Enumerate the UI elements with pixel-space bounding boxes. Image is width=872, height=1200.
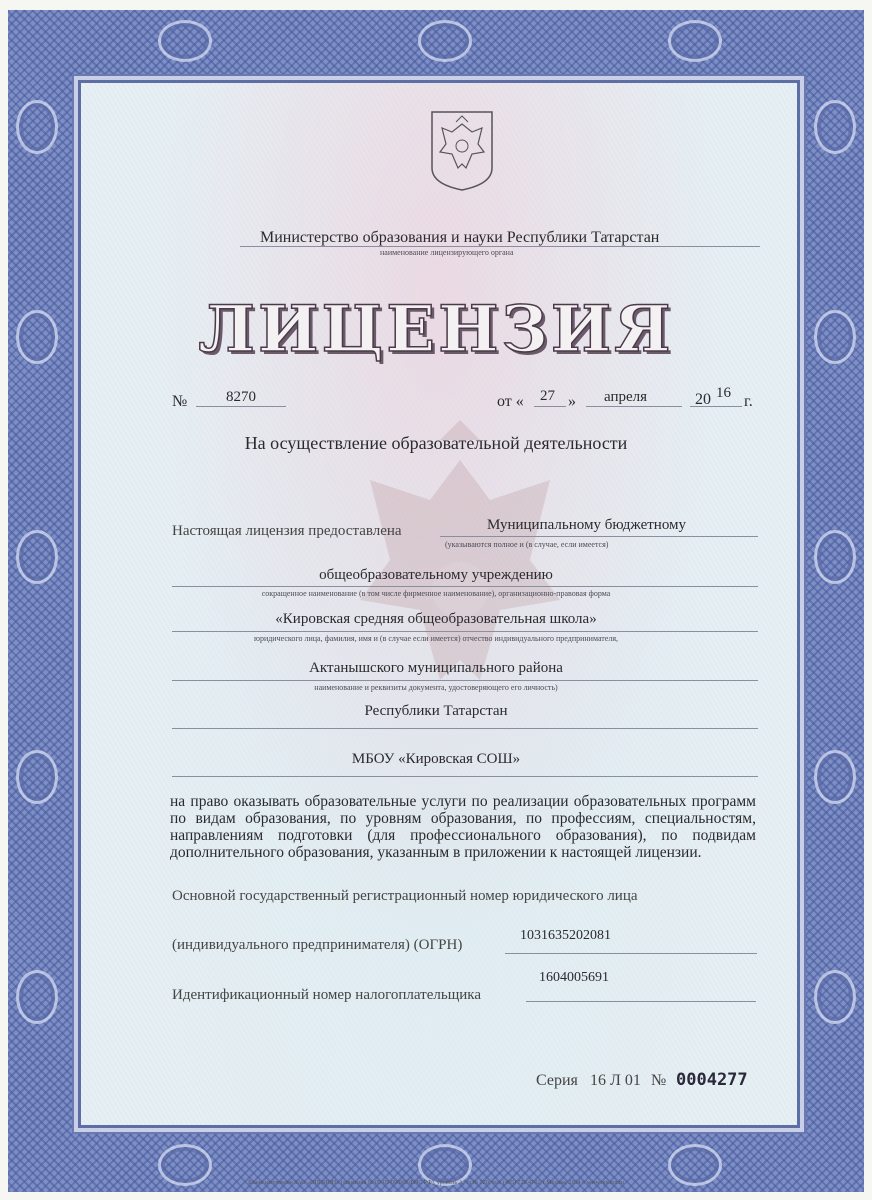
caption-3: юридического лица, фамилия, имя и (в случае если имеется) отчество индивидуального предпринимателя, — [253, 634, 619, 643]
date-close-quote: » — [568, 393, 576, 410]
year-end: г. — [744, 393, 753, 410]
underline — [172, 586, 758, 587]
purpose: На осуществление образовательной деятельности — [244, 433, 628, 453]
authority-caption: наименование лицензирующего органа — [380, 248, 514, 257]
underline — [505, 953, 757, 954]
coat-of-arms-emblem — [428, 110, 496, 192]
page-title: ЛИЦЕНЗИЯ — [198, 292, 674, 367]
caption-2: сокращенное наименование (в том числе фирменное наименование), организационно-правовая форма — [261, 589, 611, 598]
holder-line-5: Республики Татарстан — [364, 703, 508, 719]
holder-line-4: Актанышского муниципального района — [309, 660, 563, 676]
date-month: апреля — [604, 389, 648, 405]
granted-label: Настоящая лицензия предоставлена — [172, 523, 402, 539]
underline — [172, 728, 758, 729]
serial-number: 0004277 — [676, 1070, 748, 1090]
license-number: 8270 — [226, 389, 256, 405]
caption-1: (указываются полное и (в случае, если имеется) — [445, 540, 609, 549]
underline — [172, 680, 758, 681]
holder-line-2: общеобразовательному учреждению — [319, 567, 553, 583]
number-label: № — [172, 393, 188, 410]
year-prefix: 20 — [695, 391, 711, 408]
authority-name: Министерство образования и науки Республики Татарстан — [260, 229, 660, 246]
underline — [196, 406, 286, 407]
ornament — [668, 20, 722, 62]
underline — [586, 406, 682, 407]
underline — [690, 406, 742, 407]
ornament — [16, 100, 58, 154]
underline — [534, 406, 566, 407]
ogrn-label-1: Основной государственный регистрационный номер юридического лица — [172, 888, 638, 904]
underline — [240, 246, 760, 247]
rights-paragraph: на право оказывать образовательные услуги по реализации образовательных программ по видам образования, по уровням образования, по профессиям, специальностям, направлениям подготовки (для профессионального образования), по подвидам дополнительного образования, указанным в приложении к настоящей лицензии. — [170, 793, 756, 861]
ornament — [814, 100, 856, 154]
year-suffix: 16 — [716, 385, 731, 401]
eagle-watermark-icon — [330, 420, 590, 780]
inn-value: 1604005691 — [539, 970, 609, 985]
series-label: Серия — [536, 1072, 578, 1089]
ogrn-label-2: (индивидуального предпринимателя) (ОГРН) — [172, 937, 463, 953]
date-day: 27 — [540, 388, 555, 404]
holder-short-name: МБОУ «Кировская СОШ» — [351, 751, 521, 767]
series-value: 16 Л 01 — [590, 1072, 641, 1089]
holder-line-3: «Кировская средняя общеобразовательная школа» — [275, 611, 597, 627]
ornament — [158, 20, 212, 62]
underline — [172, 631, 758, 632]
printer-footer: Бланк изготовлен ЗАО «ОПЦИОН» (лицензия № 05-05-09/003 ФНС РФ), уровень А, тз № 520, тел. (495) 726 4742, г.Москва, 2014 г. www.opcion.ru — [248, 1180, 624, 1186]
ornament — [16, 970, 58, 1024]
underline — [440, 536, 758, 537]
underline — [172, 776, 758, 777]
ornament — [418, 20, 472, 62]
serial-label: № — [651, 1072, 667, 1089]
ornament — [814, 970, 856, 1024]
date-from-label: от « — [497, 393, 524, 410]
caption-4: наименование и реквизиты документа, удостоверяющего его личность) — [314, 683, 558, 692]
ogrn-value: 1031635202081 — [520, 928, 611, 943]
holder-line-1: Муниципальному бюджетному — [487, 517, 687, 533]
inn-label: Идентификационный номер налогоплательщика — [172, 987, 482, 1003]
underline — [526, 1001, 756, 1002]
